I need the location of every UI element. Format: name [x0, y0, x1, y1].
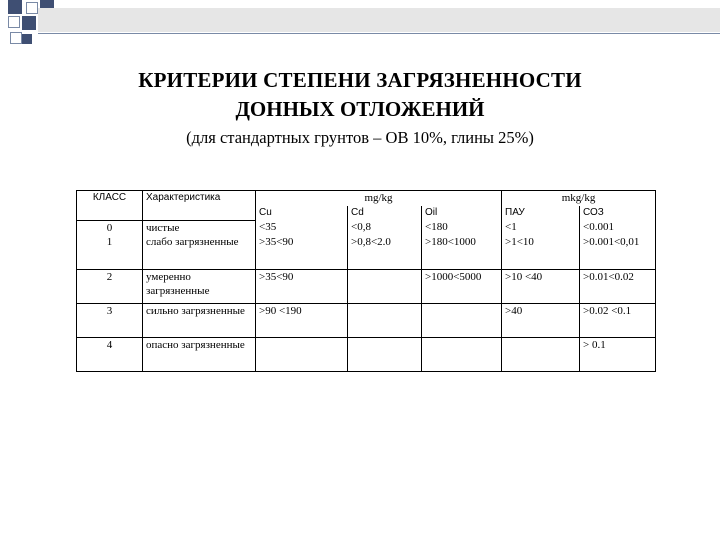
cd-cell: <0,8 — [348, 220, 422, 235]
pau-cell — [502, 337, 580, 371]
oil-cell — [422, 303, 502, 337]
pau-cell: <1 — [502, 220, 580, 235]
char-cell: слабо загрязненные — [143, 235, 256, 269]
table-row — [77, 303, 656, 337]
header-mg-kg: mg/kg — [256, 191, 502, 206]
class-cell: 1 — [77, 235, 143, 269]
oil-cell: >180<1000 — [422, 235, 502, 269]
soz-cell: > 0.1 — [580, 337, 656, 371]
pau-cell: >1<10 — [502, 235, 580, 269]
char-cell: сильно загрязненные — [143, 303, 256, 337]
page-title-line2: ДОННЫХ ОТЛОЖЕНИЙ — [235, 97, 485, 121]
char-cell: опасно загрязненные — [143, 337, 256, 371]
table-row — [77, 269, 656, 303]
char-cell: умеренно загрязненные — [143, 269, 256, 303]
class-cell: 4 — [77, 337, 143, 371]
header-rule — [38, 33, 720, 34]
corner-square-2 — [26, 2, 38, 14]
corner-square-4 — [8, 16, 20, 28]
cu-cell: >35<90 — [256, 235, 348, 269]
cu-cell — [256, 337, 348, 371]
class-cell: 0 — [77, 220, 143, 235]
corner-square-6 — [10, 32, 22, 44]
header-class: КЛАСС — [77, 191, 143, 221]
criteria-table — [76, 190, 656, 372]
soz-cell: >0.001<0,01 — [580, 235, 656, 269]
cd-cell: >0,8<2.0 — [348, 235, 422, 269]
cu-cell: >90 <190 — [256, 303, 348, 337]
cd-cell — [348, 303, 422, 337]
soz-cell: >0.02 <0.1 — [580, 303, 656, 337]
col-soz: СОЗ — [580, 206, 656, 221]
cd-cell — [348, 269, 422, 303]
header-mkg-kg: mkg/kg — [502, 191, 656, 206]
col-pau: ПАУ — [502, 206, 580, 221]
cd-cell — [348, 337, 422, 371]
col-cu: Cu — [256, 206, 348, 221]
class-cell: 2 — [77, 269, 143, 303]
oil-cell: >1000<5000 — [422, 269, 502, 303]
table-row — [77, 235, 656, 269]
header-row — [77, 191, 656, 206]
pau-cell: >40 — [502, 303, 580, 337]
col-oil: Oil — [422, 206, 502, 221]
oil-cell — [422, 337, 502, 371]
soz-cell: <0.001 — [580, 220, 656, 235]
corner-square-1 — [8, 0, 22, 14]
cu-cell: <35 — [256, 220, 348, 235]
oil-cell: <180 — [422, 220, 502, 235]
col-cd: Cd — [348, 206, 422, 221]
cu-cell: >35<90 — [256, 269, 348, 303]
class-cell: 3 — [77, 303, 143, 337]
pau-cell: >10 <40 — [502, 269, 580, 303]
char-cell: чистые — [143, 220, 256, 235]
corner-square-5 — [22, 16, 36, 30]
header-characteristic: Характеристика — [143, 191, 256, 221]
page-title: КРИТЕРИИ СТЕПЕНИ ЗАГРЯЗНЕННОСТИ — [138, 68, 582, 92]
corner-square-7 — [22, 34, 32, 44]
table-row — [77, 220, 656, 235]
page-subtitle: (для стандартных грунтов – ОВ 10%, глины 25%) — [186, 128, 534, 147]
header-band — [38, 8, 720, 32]
soz-cell: >0.01<0.02 — [580, 269, 656, 303]
table-row — [77, 337, 656, 371]
